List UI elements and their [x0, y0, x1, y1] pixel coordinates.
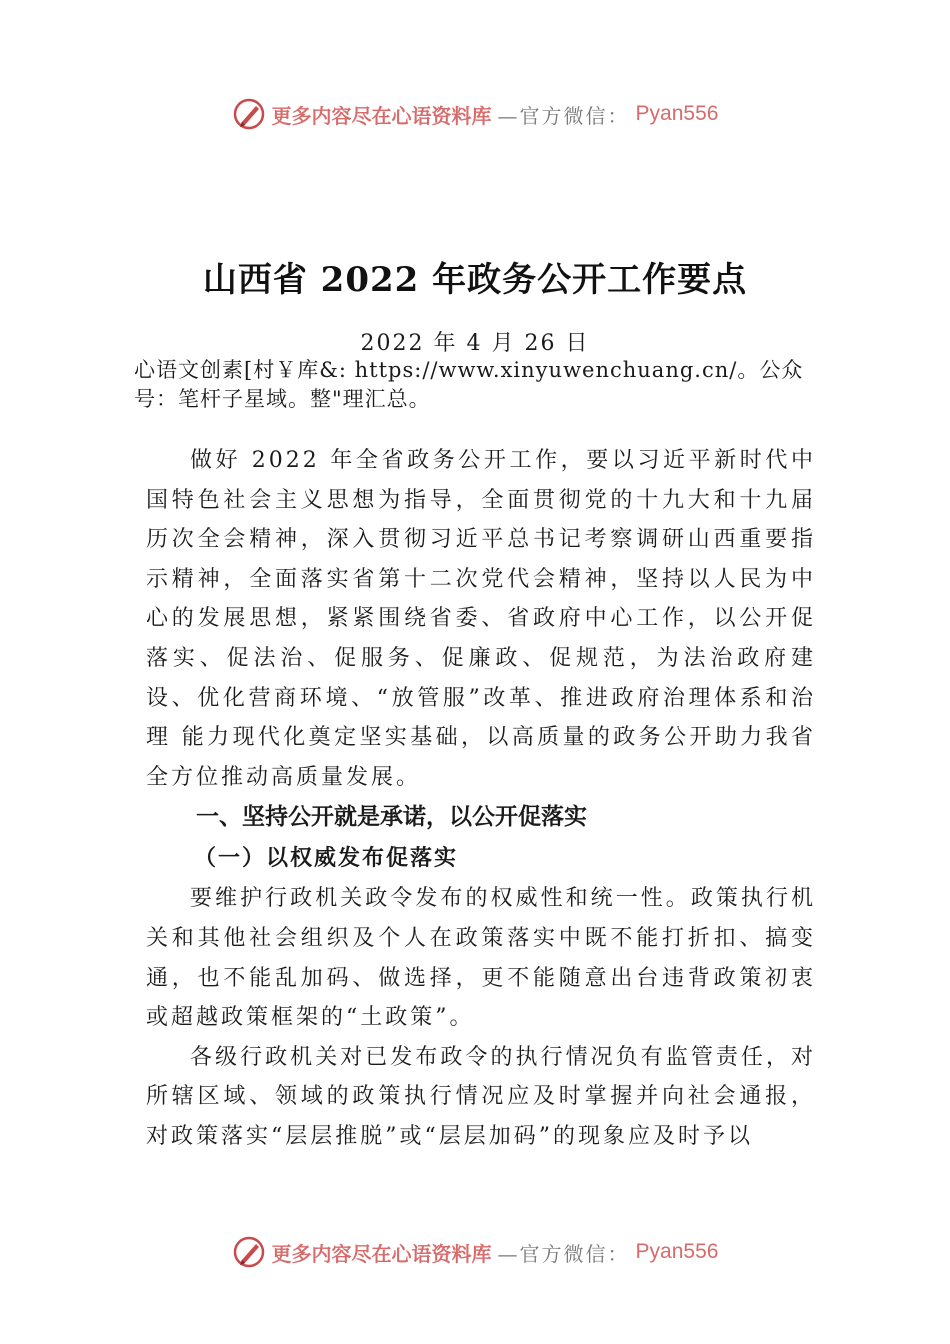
- body-paragraph: 要维护行政机关政令发布的权威性和统一性。政策执行机关和其他社会组织及个人在政策落实中既不能打折扣、搞变通，也不能乱加码、做选择，更不能随意出台违背政策初衷或超越政策框架的“土政策”。: [146, 886, 816, 1031]
- section-heading: 一、坚持公开就是承诺，以公开促落实: [196, 804, 587, 831]
- watermark-wechat-label: —官方微信：: [497, 103, 630, 128]
- pen-circle-logo-icon: [232, 1235, 266, 1269]
- watermark-header: [0, 94, 950, 134]
- watermark-site-name: 更多内容尽在心语资料库: [271, 103, 492, 128]
- watermark-footer: [0, 1232, 950, 1272]
- intro-paragraph: 做好 2022 年全省政务公开工作，要以习近平新时代中国特色社会主义思想为指导，全面贯彻党的十九大和十九届历次全会精神，深入贯彻习近平总书记考察调研山西重要指示精神，全面落实省第十二次党代会精神，坚持以人民为中心的发展思想，紧紧围绕省委、省政府中心工作，以公开促落实、促法治、促服务、促廉政、促规范，为法治政府建设、优化营商环境、“放管服”改革、推进政府治理体系和治理 能力现代化奠定坚实基础，以高质量的政务公开助力我省全方位推动高质量发展。: [146, 448, 816, 790]
- watermark-wechat-id: Pyan556: [635, 1240, 719, 1263]
- watermark-wechat-label: —官方微信：: [497, 1241, 630, 1266]
- document-title: 山西省 2022 年政务公开工作要点: [202, 260, 748, 300]
- pen-circle-logo-icon: [232, 97, 266, 131]
- body-paragraph: 各级行政机关对已发布政令的执行情况负有监管责任，对所辖区域、领域的政策执行情况应及时掌握并向社会通报，对政策落实“层层推脱”或“层层加码”的现象应及时予以: [146, 1044, 816, 1149]
- document-date: 2022 年 4 月 26 日: [360, 331, 590, 356]
- document-body: [146, 441, 816, 1157]
- watermark-wechat-id: Pyan556: [635, 102, 719, 125]
- watermark-site-name: 更多内容尽在心语资料库: [271, 1241, 492, 1266]
- source-note: 心语文创素[村￥库&: https://www.xinyuwenchuang.cn/。公众号：笔杆子星域。整"理汇总。: [134, 358, 804, 411]
- subsection-heading: （一）以权威发布促落实: [194, 845, 459, 872]
